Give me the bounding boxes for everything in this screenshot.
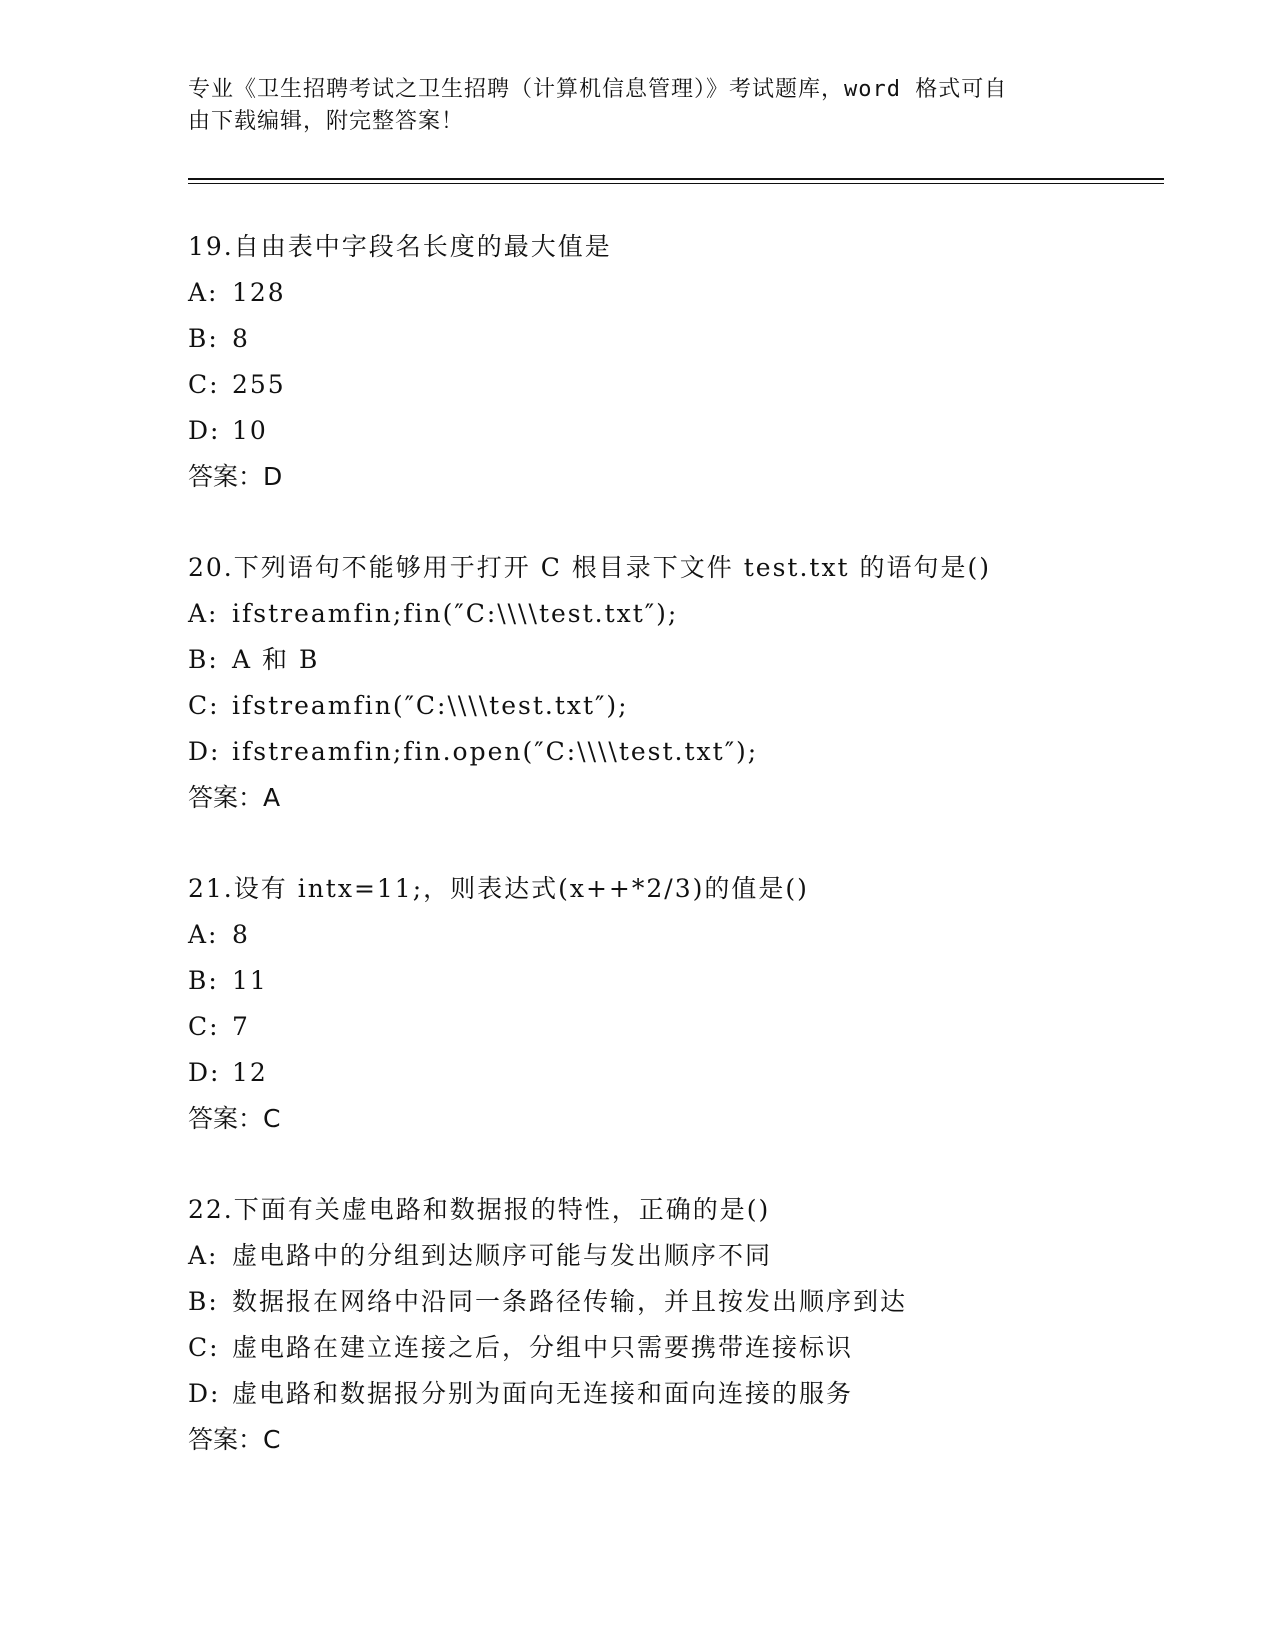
option-label: D: [188, 416, 221, 445]
option-text: ifstreamfin(″C:\\\\test.txt″); [232, 691, 629, 720]
option-label: A: [188, 920, 219, 949]
option-text: 数据报在网络中沿同一条路径传输，并且按发出顺序到达 [232, 1287, 908, 1316]
question-stem: 22.下面有关虚电路和数据报的特性，正确的是() [188, 1195, 771, 1224]
option-text: 8 [232, 920, 250, 949]
option-a [188, 270, 1168, 316]
option-label: B: [188, 324, 219, 353]
option-text: 虚电路在建立连接之后，分组中只需要携带连接标识 [232, 1333, 854, 1362]
answer-line: 答案：C [188, 1425, 281, 1454]
option-c [188, 1325, 1168, 1371]
question-21 [188, 866, 1168, 1142]
option-label: D: [188, 1058, 221, 1087]
option-label: C: [188, 370, 220, 399]
answer-line: 答案：C [188, 1104, 281, 1133]
question-stem: 19.自由表中字段名长度的最大值是 [188, 232, 612, 261]
option-d [188, 408, 1168, 454]
option-text: 虚电路和数据报分别为面向无连接和面向连接的服务 [232, 1379, 854, 1408]
question-19 [188, 224, 1168, 500]
question-stem: 20.下列语句不能够用于打开 C 根目录下文件 test.txt 的语句是() [188, 553, 992, 582]
option-text: 7 [232, 1012, 250, 1041]
option-label: A: [188, 1241, 219, 1270]
option-label: B: [188, 1287, 219, 1316]
option-a [188, 1233, 1168, 1279]
option-label: A: [188, 278, 219, 307]
option-label: D: [188, 737, 221, 766]
option-label: C: [188, 1012, 220, 1041]
option-b [188, 958, 1168, 1004]
option-c [188, 362, 1168, 408]
option-b [188, 1279, 1168, 1325]
option-text: ifstreamfin;fin(″C:\\\\test.txt″); [232, 599, 679, 628]
option-b [188, 316, 1168, 362]
option-label: A: [188, 599, 219, 628]
option-text: 10 [232, 416, 268, 445]
question-stem: 21.设有 intx=11;，则表达式(x++*2/3)的值是() [188, 874, 809, 903]
option-text: 12 [232, 1058, 268, 1087]
option-label: D: [188, 1379, 221, 1408]
option-label: B: [188, 645, 219, 674]
option-text: 128 [232, 278, 286, 307]
option-text: 虚电路中的分组到达顺序可能与发出顺序不同 [232, 1241, 773, 1270]
answer-line: 答案：A [188, 783, 281, 812]
option-text: 255 [232, 370, 286, 399]
option-d [188, 729, 1168, 775]
option-text: A 和 B [232, 645, 320, 674]
option-text: 8 [232, 324, 250, 353]
option-d [188, 1050, 1168, 1096]
option-a [188, 912, 1168, 958]
header-divider-thick [188, 178, 1164, 180]
question-22 [188, 1187, 1168, 1463]
option-label: B: [188, 966, 219, 995]
option-a [188, 591, 1168, 637]
header-line-1: 专业《卫生招聘考试之卫生招聘（计算机信息管理）》考试题库，word 格式可自 [188, 77, 1008, 102]
option-text: ifstreamfin;fin.open(″C:\\\\test.txt″); [232, 737, 759, 766]
option-c [188, 683, 1168, 729]
option-label: C: [188, 691, 220, 720]
question-20 [188, 545, 1168, 821]
option-label: C: [188, 1333, 220, 1362]
header-divider-thin [188, 183, 1164, 184]
header-line-2: 由下载编辑，附完整答案！ [188, 109, 465, 134]
option-b [188, 637, 1168, 683]
option-text: 11 [232, 966, 268, 995]
document-header [188, 74, 1088, 138]
option-d [188, 1371, 1168, 1417]
answer-line: 答案：D [188, 462, 283, 491]
option-c [188, 1004, 1168, 1050]
